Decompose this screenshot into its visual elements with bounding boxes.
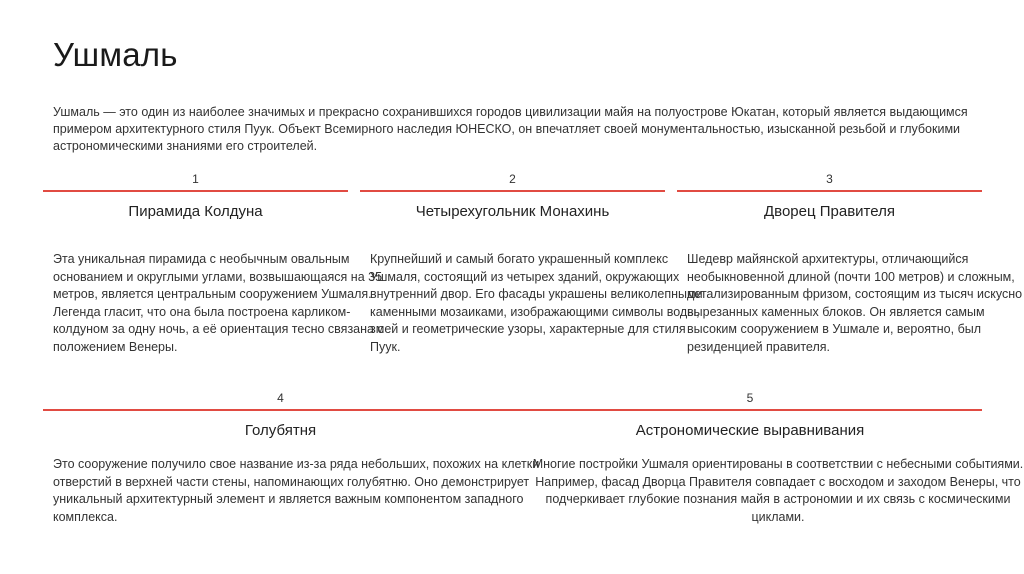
card-text-line: комплекса.: [53, 509, 118, 524]
card-heading: Голубятня: [244, 422, 317, 439]
card-astronomical-alignments: [518, 388, 1024, 528]
card-text-line: Ушмаля, состоящий из четырех зданий, окружающих: [370, 269, 680, 284]
card-text-line: Эта уникальная пирамида с необычным овальным: [53, 252, 350, 266]
card-text-line: основанием и округлыми углами, возвышающаяся на 35: [53, 269, 383, 284]
card-text: [53, 251, 384, 356]
card-text-line: уникальный архитектурный элемент и является важным компонентом западного: [53, 492, 524, 506]
card-text-line: метров, является центральным сооружением Ушмаля.: [53, 287, 372, 301]
card-text-line: Легенда гласит, что она была построена карликом-: [53, 304, 351, 319]
card-text-line: Например, фасад Дворца Правителя совпадает с восходом и заходом Венеры, что: [535, 474, 1021, 489]
card-text-line: Шедевр майянской архитектуры, отличающийся: [687, 252, 969, 266]
card-text-line: необыкновенной длиной (почти 100 метров) и сложным,: [687, 269, 1015, 284]
card-heading: Астрономические выравнивания: [635, 422, 865, 439]
card-text-line: Многие постройки Ушмаля ориентированы в соответствии с небесными событиями.: [532, 457, 1024, 471]
card-text-line: вырезанных каменных блоков. Он является самым: [687, 304, 985, 319]
card-number: 1: [192, 172, 199, 186]
card-text-line: Крупнейший и самый богато украшенный комплекс: [370, 252, 669, 266]
card-text: [528, 456, 1024, 526]
card-heading: Пирамида Колдуна: [128, 203, 263, 220]
card-text-line: циклами.: [751, 509, 805, 524]
card-text-line: Пуук.: [370, 339, 401, 354]
card-text: [53, 456, 539, 526]
card-text-line: подчеркивает глубокие познания майя в астрономии и их связь с космическими: [545, 492, 1011, 506]
card-text-line: колдуном за одну ночь, а её ориентация тесно связана с: [53, 322, 384, 336]
card-text-line: резиденцией правителя.: [687, 339, 830, 354]
card-number: 3: [826, 172, 833, 186]
card-divider: [360, 190, 665, 192]
card-divider: [43, 409, 518, 411]
page-title: Ушмаль: [53, 36, 178, 73]
card-divider: [518, 409, 982, 411]
card-pyramid-of-magician: [43, 170, 384, 370]
intro-paragraph: Ушмаль — это один из наиболее значимых и прекрасно сохранившихся городов цивилизации майя на полуострове Юкатан, который является выдающимся примером архитектурного стиля Пуук. Объект Всемирного наследия ЮНЕСКО, он впечатляет своей монументальностью, изысканной резьбой и глубокими астрономическими знаниями его строителей.: [53, 105, 968, 153]
card-text-line: змей и геометрические узоры, характерные для стиля: [370, 322, 686, 336]
card-nunnery-quadrangle: [360, 170, 703, 370]
card-text-line: Это сооружение получило свое название из-за ряда небольших, похожих на клетки: [53, 457, 540, 471]
card-text-line: каменными мозаиками, изображающими символы воды,: [370, 304, 700, 319]
card-text: [687, 251, 1022, 356]
card-divider: [677, 190, 982, 192]
card-text-line: положением Венеры.: [53, 339, 178, 354]
card-text-line: высоким сооружением в Ушмале и, вероятно, был: [687, 322, 982, 336]
card-dovecote: [43, 388, 540, 528]
card-text: [370, 251, 703, 356]
card-governors-palace: [677, 170, 1023, 370]
card-text-line: детализированным фризом, состоящим из тысяч искусно: [687, 287, 1023, 301]
card-divider: [43, 190, 348, 192]
card-number: 4: [277, 391, 284, 405]
card-heading: Четырехугольник Монахинь: [415, 203, 610, 220]
card-text-line: внутренний двор. Его фасады украшены великолепными: [370, 287, 703, 301]
card-number: 5: [746, 391, 754, 405]
card-number: 2: [509, 172, 516, 186]
card-heading: Дворец Правителя: [764, 203, 895, 220]
card-text-line: отверстий в верхней части стены, напоминающих голубятню. Оно демонстрирует: [53, 474, 530, 489]
